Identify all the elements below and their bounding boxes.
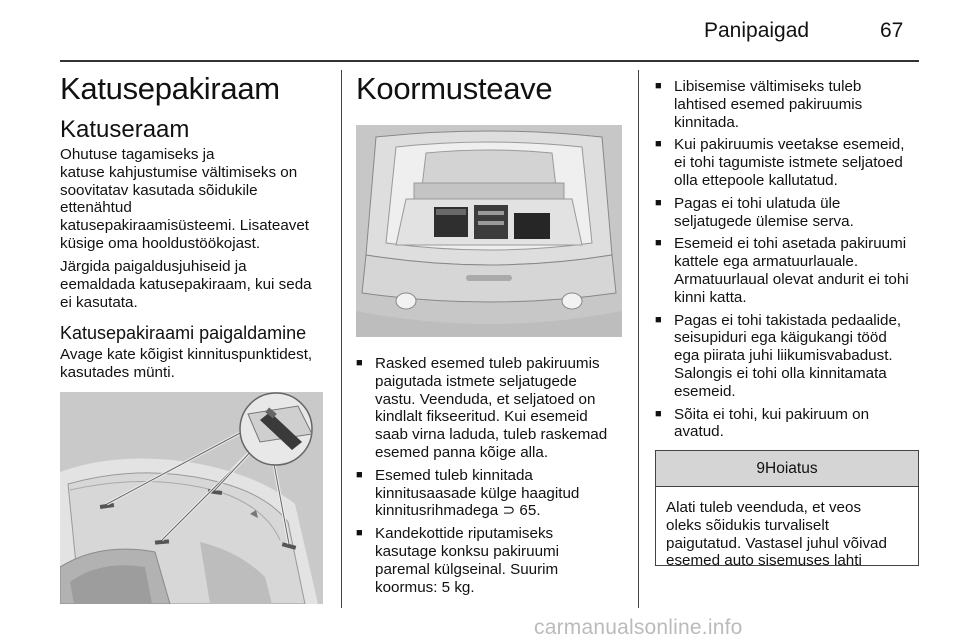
warning-box [655, 450, 919, 566]
warning-header [656, 451, 918, 487]
warning-triangle-icon: 9 [756, 460, 766, 477]
warning-text: Alati tuleb veenduda, et veos oleks sõidukis turvaliselt paigutatud. Vastasel juhul võivad esemed auto sisemuses lahti [666, 499, 887, 566]
paragraph-safety: Ohutuse tagamiseks ja katuse kahjustumise vältimiseks on soovitatav kasutada sõidukile ettenähtud katusepakiraamisüsteemi. Lisateavet küsige oma hooldustöökojast. [60, 146, 310, 252]
column-divider-1 [341, 70, 342, 608]
page-number: 67 [880, 19, 904, 42]
list-item: ■ Esemeid ei tohi asetada pakiruumi kattele ega armatuurlauale. Armatuurlaual olevat andurit ei tohi kinni katta. [655, 235, 930, 306]
page-ref-link[interactable]: kinnitusrihmadega ⊃ 65. [375, 502, 541, 520]
list-item: ■ Rasked esemed tuleb pakiruumis paigutada istmete seljatugede vastu. Veenduda, et seljatoed on kindlalt fikseeritud. Kui esemeid saab virna laduda, tuleb raskemad esemed panna kõige alla. [356, 355, 626, 462]
list-item: ■ Libisemise vältimiseks tuleb lahtised esemed pakiruumis kinnitada. [655, 78, 930, 131]
paragraph-installation: Avage kate kõigist kinnituspunktidest, kasutades münti. [60, 346, 313, 381]
watermark-footer: carmanualsonline.info [534, 616, 743, 639]
warning-title: Hoiatus [765, 460, 818, 477]
heading-installation: Katusepakiraami paigaldamine [60, 323, 307, 343]
subsection-title-roof-rack: Katuseraam [60, 116, 190, 143]
list-item: ■ Sõita ei tohi, kui pakiruum on avatud. [655, 406, 930, 442]
running-header-title: Panipaigad [704, 19, 810, 42]
list-item: ■ Kui pakiruumis veetakse esemeid, ei tohi tagumiste istmete seljatoed olla ettepoole kallutatud. [655, 136, 930, 189]
section-title-roof-rack: Katusepakiraam [60, 71, 280, 106]
cargo-area-illustration [356, 125, 622, 337]
list-item: ■ Kandekottide riputamiseks kasutage konksu pakiruumi paremal külgseinal. Suurim koormus: 5 kg. [356, 525, 626, 596]
list-item: ■ Pagas ei tohi ulatuda üle seljatugede ülemise serva. [655, 195, 930, 231]
middle-bullet-list [356, 355, 626, 601]
right-bullet-list [655, 78, 930, 446]
paragraph-instructions: Järgida paigaldusjuhiseid ja eemaldada katusepakiraam, kui seda ei kasutata. [60, 258, 312, 311]
section-title-load-info: Koormusteave [356, 71, 553, 106]
column-divider-2 [638, 70, 639, 608]
header-rule [60, 60, 919, 62]
roof-rack-illustration [60, 392, 323, 604]
list-item: ■ Pagas ei tohi takistada pedaalide, seisupiduri ega käigukangi tööd ega piirata juhi liikumisvabadust. Salongis ei tohi olla kinnitamata esemeid. [655, 312, 930, 401]
list-item: ■ Esemed tuleb kinnitada kinnitusaasade külge haagitud kinnitusrihmadega ⊃ 65. [356, 467, 626, 520]
